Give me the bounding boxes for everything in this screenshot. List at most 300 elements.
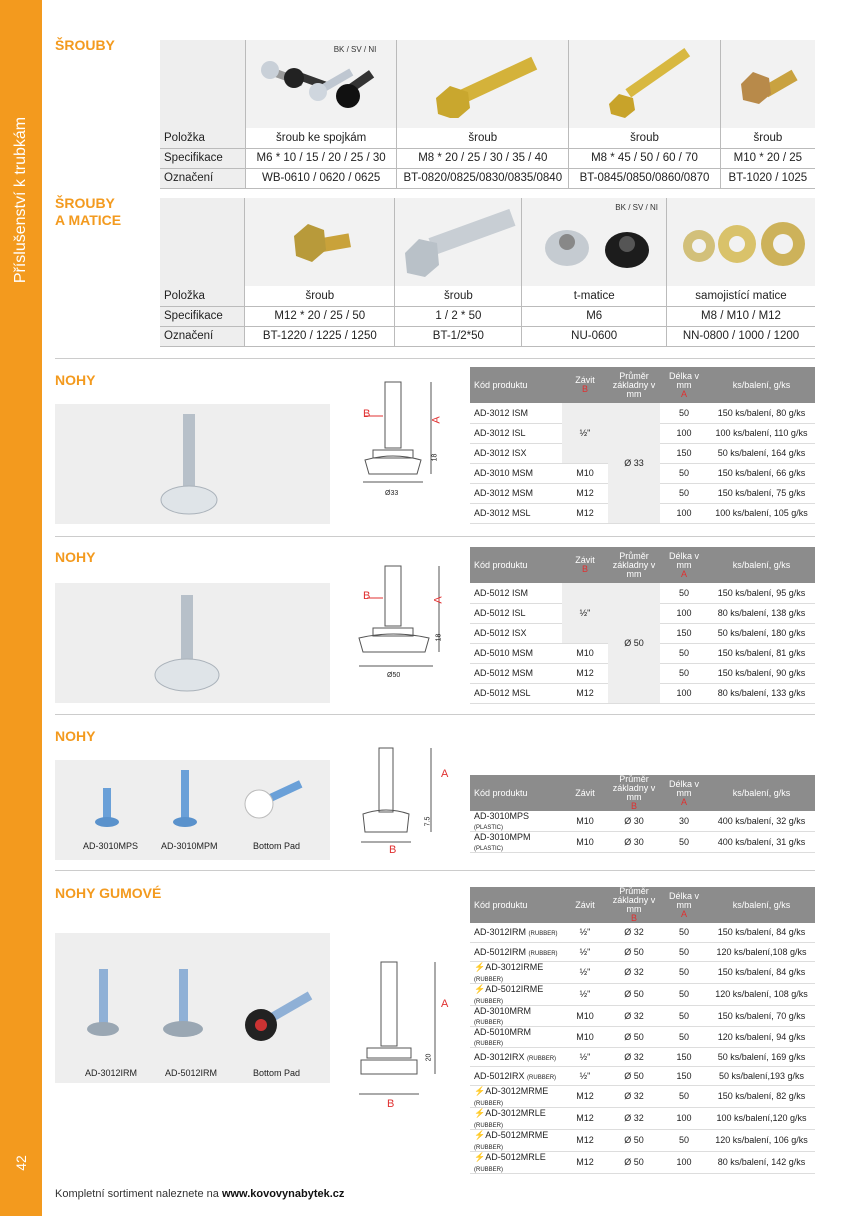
cell-len: 50 bbox=[660, 1005, 708, 1026]
cell-thread: M12 bbox=[562, 683, 608, 703]
cell-thread: ½" bbox=[562, 923, 608, 942]
nohy1-table bbox=[470, 367, 815, 524]
cell-thread: M10 bbox=[562, 1026, 608, 1047]
cell-code bbox=[470, 942, 562, 961]
cell-thread: M10 bbox=[562, 1005, 608, 1026]
cell-pack: 120 ks/balení, 94 g/ks bbox=[708, 1026, 815, 1047]
leveling-foot-image bbox=[55, 404, 330, 524]
col-len-label: Délka v mm bbox=[668, 370, 699, 390]
cell-code: AD-3012 MSM bbox=[470, 483, 562, 503]
cell-thread: M10 bbox=[562, 811, 608, 832]
product-image-cell bbox=[245, 198, 395, 286]
col-thread-label: Závit bbox=[575, 375, 595, 385]
table-row bbox=[470, 1085, 815, 1107]
cell-pack: 400 ks/balení, 32 g/ks bbox=[708, 811, 815, 832]
material-tag: (RUBBER) bbox=[474, 1019, 504, 1026]
material-tag: (PLASTIC) bbox=[474, 825, 504, 831]
section-title-line2: A MATICE bbox=[55, 212, 122, 228]
cell-pack: 100 ks/balení,120 g/ks bbox=[708, 1107, 815, 1129]
cell-thread: ½" bbox=[562, 583, 608, 643]
label-b: B bbox=[387, 1098, 395, 1110]
code-text: AD-3010MRM bbox=[474, 1005, 532, 1016]
col-len bbox=[660, 367, 708, 403]
section-title-nohy-gumove: NOHY GUMOVÉ bbox=[55, 885, 162, 901]
cell-code bbox=[470, 961, 562, 983]
cell-dia: Ø 32 bbox=[608, 1005, 660, 1026]
code-text: AD-5010MRM bbox=[474, 1026, 532, 1037]
color-note: BK / SV / NI bbox=[333, 45, 377, 54]
divider bbox=[55, 358, 815, 359]
cell-len: 100 bbox=[660, 423, 708, 443]
cell-code bbox=[470, 832, 562, 853]
col-len-label: Délka v mm bbox=[668, 890, 699, 910]
dimension-drawing bbox=[355, 740, 460, 860]
cell-len: 100 bbox=[660, 603, 708, 623]
cell-code bbox=[470, 923, 562, 942]
flash-icon: ⚡ bbox=[474, 961, 486, 972]
cell-thread: M10 bbox=[562, 643, 608, 663]
cell-len: 50 bbox=[660, 663, 708, 683]
m12-bolt-image bbox=[280, 206, 360, 276]
cell-pack: 120 ks/balení, 108 g/ks bbox=[708, 983, 815, 1005]
cell-code bbox=[470, 983, 562, 1005]
table-row bbox=[470, 1047, 815, 1066]
code-text: AD-3012IRX bbox=[474, 1051, 525, 1062]
product-image-cell bbox=[720, 40, 815, 128]
cell-len: 150 bbox=[660, 443, 708, 463]
sidebar-title: Příslušenství k trubkám bbox=[12, 116, 29, 284]
table-row bbox=[470, 961, 815, 983]
flash-icon: ⚡ bbox=[474, 983, 486, 994]
divider bbox=[55, 714, 815, 715]
table-row bbox=[470, 1026, 815, 1047]
cell-code: AD-5012 ISL bbox=[470, 603, 562, 623]
cell-spec: M6 bbox=[522, 306, 667, 326]
cell-code bbox=[470, 1066, 562, 1085]
product-photo bbox=[55, 404, 330, 524]
cell-item: šroub bbox=[245, 286, 395, 306]
color-note: BK / SV / NI bbox=[615, 203, 658, 212]
code-text: AD-5012MRME bbox=[485, 1129, 549, 1140]
material-tag: (RUBBER) bbox=[474, 1144, 504, 1151]
cell-dia: Ø 50 bbox=[608, 1066, 660, 1085]
material-tag: (RUBBER) bbox=[528, 931, 558, 938]
long-bolt-image bbox=[589, 48, 699, 118]
col-dia-label: Průměr základny v mm bbox=[612, 886, 656, 914]
material-tag: (RUBBER) bbox=[474, 1100, 504, 1107]
label-b: B bbox=[389, 844, 397, 856]
cell-spec: M6 * 10 / 15 / 20 / 25 / 30 bbox=[245, 148, 397, 168]
row-label: Položka bbox=[160, 286, 245, 306]
col-pack: ks/balení, g/ks bbox=[708, 887, 815, 923]
table-row bbox=[470, 983, 815, 1005]
key-a: A bbox=[680, 796, 687, 807]
cell-pack: 150 ks/balení, 70 g/ks bbox=[708, 1005, 815, 1026]
cell-thread: ½" bbox=[562, 1047, 608, 1066]
product-image-cell bbox=[522, 198, 667, 286]
cell-thread: ½" bbox=[562, 1066, 608, 1085]
table-row bbox=[470, 942, 815, 961]
cell-dia: Ø 32 bbox=[608, 1085, 660, 1107]
dimension-drawing bbox=[355, 378, 460, 513]
cell-pack: 120 ks/balení,108 g/ks bbox=[708, 942, 815, 961]
cell-len: 50 bbox=[660, 463, 708, 483]
cell-code: AD-5012 ISM bbox=[470, 583, 562, 603]
row-label: Specifikace bbox=[160, 148, 245, 168]
key-a: A bbox=[680, 388, 687, 399]
cell-spec: M8 / M10 / M12 bbox=[666, 306, 815, 326]
cell-pack: 150 ks/balení, 81 g/ks bbox=[708, 643, 815, 663]
dimension-drawing bbox=[355, 558, 460, 693]
key-b: B bbox=[581, 564, 588, 574]
image-cell-empty bbox=[160, 40, 245, 128]
dim-height: 20 bbox=[425, 1053, 433, 1062]
label-a: A bbox=[441, 998, 449, 1010]
cell-dia: Ø 30 bbox=[608, 832, 660, 853]
cell-thread: ½" bbox=[562, 983, 608, 1005]
caption: Bottom Pad bbox=[253, 1068, 301, 1078]
cell-pack: 150 ks/balení, 66 g/ks bbox=[708, 463, 815, 483]
cell-pack: 150 ks/balení, 82 g/ks bbox=[708, 1085, 815, 1107]
plastic-feet-image bbox=[55, 760, 330, 835]
cell-code bbox=[470, 1085, 562, 1107]
cell-code bbox=[470, 1026, 562, 1047]
flash-icon: ⚡ bbox=[474, 1085, 486, 1096]
cell-len: 50 bbox=[660, 403, 708, 423]
cell-item: šroub bbox=[397, 128, 569, 148]
code-text: AD-5012MRLE bbox=[485, 1151, 546, 1162]
dimension-drawing bbox=[355, 958, 460, 1113]
label-a: A bbox=[430, 416, 443, 424]
cell-thread: M12 bbox=[562, 1085, 608, 1107]
cell-len: 50 bbox=[660, 1085, 708, 1107]
cell-pack: 100 ks/balení, 110 g/ks bbox=[708, 423, 815, 443]
col-thread bbox=[562, 547, 608, 583]
code-text: AD-5012IRME bbox=[485, 983, 544, 994]
cell-code bbox=[470, 1005, 562, 1026]
cell-dia: Ø 50 bbox=[608, 583, 660, 703]
dim-height: 18 bbox=[431, 453, 439, 462]
cell-code: AD-3012 ISL bbox=[470, 423, 562, 443]
cell-item: šroub bbox=[395, 286, 522, 306]
cell-item: šroub ke spojkám bbox=[245, 128, 397, 148]
cell-len: 50 bbox=[660, 832, 708, 853]
product-image-cell bbox=[397, 40, 569, 128]
code-text: AD-3010MPM bbox=[474, 832, 531, 842]
technical-drawing bbox=[355, 378, 460, 518]
cell-code bbox=[470, 811, 562, 832]
cell-len: 50 bbox=[660, 942, 708, 961]
cell-thread: M12 bbox=[562, 503, 608, 523]
cell-dia: Ø 30 bbox=[608, 811, 660, 832]
material-tag: (RUBBER) bbox=[527, 1074, 557, 1081]
label-b: B bbox=[363, 590, 371, 602]
leveling-foot-image bbox=[55, 583, 330, 703]
cell-spec: M8 * 45 / 50 / 60 / 70 bbox=[569, 148, 721, 168]
section-title-nohy-2: NOHY bbox=[55, 549, 96, 565]
caption: AD-3012IRM bbox=[85, 1068, 138, 1078]
cell-code bbox=[470, 1151, 562, 1173]
material-tag: (RUBBER) bbox=[474, 1040, 504, 1047]
cell-dia: Ø 32 bbox=[608, 1047, 660, 1066]
product-photo bbox=[55, 760, 330, 860]
cell-item: šroub bbox=[569, 128, 721, 148]
dim-diameter: Ø33 bbox=[385, 490, 399, 497]
material-tag: (PLASTIC) bbox=[474, 846, 504, 852]
page-number: 42 bbox=[13, 1155, 29, 1171]
cell-thread: M12 bbox=[562, 1129, 608, 1151]
row-label: Označení bbox=[160, 168, 245, 188]
key-b: B bbox=[630, 801, 637, 811]
half-inch-bolt-image bbox=[399, 203, 517, 279]
product-image-cell bbox=[569, 40, 721, 128]
col-pack: ks/balení, g/ks bbox=[708, 367, 815, 403]
cell-code: AD-5012 MSM bbox=[470, 663, 562, 683]
col-len-label: Délka v mm bbox=[668, 778, 699, 798]
cell-code: WB-0610 / 0620 / 0625 bbox=[245, 168, 397, 188]
col-len bbox=[660, 547, 708, 583]
cell-item: t-matice bbox=[522, 286, 667, 306]
col-dia-label: Průměr základny v mm bbox=[612, 774, 656, 802]
nohy4-table bbox=[470, 887, 815, 1174]
cell-thread: M12 bbox=[562, 1151, 608, 1173]
flash-icon: ⚡ bbox=[474, 1129, 486, 1140]
cell-dia: Ø 32 bbox=[608, 1107, 660, 1129]
cell-code: BT-1/2*50 bbox=[395, 326, 522, 346]
label-b: B bbox=[363, 408, 371, 420]
code-text: AD-3012MRLE bbox=[485, 1107, 546, 1118]
cell-code: BT-0820/0825/0830/0835/0840 bbox=[397, 168, 569, 188]
cell-code: AD-5012 ISX bbox=[470, 623, 562, 643]
col-len bbox=[660, 775, 708, 811]
col-dia bbox=[608, 775, 660, 811]
cell-dia: Ø 50 bbox=[608, 983, 660, 1005]
col-pack: ks/balení, g/ks bbox=[708, 775, 815, 811]
row-label: Specifikace bbox=[160, 306, 245, 326]
sidebar-title-wrap bbox=[0, 0, 42, 1216]
cell-thread: ½" bbox=[562, 961, 608, 983]
col-thread-label: Závit bbox=[575, 555, 595, 565]
divider bbox=[55, 536, 815, 537]
t-nut-image bbox=[529, 206, 659, 276]
cell-code bbox=[470, 1107, 562, 1129]
caption: AD-3010MPM bbox=[161, 841, 218, 851]
cell-thread: ½" bbox=[562, 942, 608, 961]
material-tag: (RUBBER) bbox=[528, 950, 558, 957]
section-title-srouby-matice bbox=[55, 195, 121, 229]
cell-item: šroub bbox=[720, 128, 815, 148]
cell-len: 150 bbox=[660, 623, 708, 643]
cell-dia: Ø 50 bbox=[608, 1026, 660, 1047]
cell-len: 50 bbox=[660, 923, 708, 942]
cell-dia: Ø 50 bbox=[608, 942, 660, 961]
col-len bbox=[660, 887, 708, 923]
cell-pack: 50 ks/balení, 180 g/ks bbox=[708, 623, 815, 643]
section-title-line1: ŠROUBY bbox=[55, 195, 115, 211]
caption: AD-5012IRM bbox=[165, 1068, 218, 1078]
table-row bbox=[470, 1066, 815, 1085]
cell-code bbox=[470, 1129, 562, 1151]
footer-link[interactable]: www.kovovynabytek.cz bbox=[221, 1188, 345, 1200]
material-tag: (RUBBER) bbox=[474, 1122, 504, 1129]
rubber-rows bbox=[470, 923, 815, 1173]
cell-dia: Ø 32 bbox=[608, 961, 660, 983]
cell-len: 50 bbox=[660, 983, 708, 1005]
product-image-cell bbox=[245, 40, 397, 128]
key-b: B bbox=[581, 384, 588, 394]
col-code: Kód produktu bbox=[470, 367, 562, 403]
divider bbox=[55, 870, 815, 871]
technical-drawing bbox=[355, 958, 460, 1118]
cell-len: 50 bbox=[660, 583, 708, 603]
col-dia: Průměr základny v mm bbox=[608, 367, 660, 403]
cell-dia: Ø 50 bbox=[608, 1151, 660, 1173]
cell-code: AD-3012 ISX bbox=[470, 443, 562, 463]
lock-nuts-image bbox=[671, 206, 811, 276]
code-text: AD-3012IRME bbox=[485, 961, 544, 972]
technical-drawing bbox=[355, 558, 460, 698]
col-thread: Závit bbox=[562, 775, 608, 811]
col-thread bbox=[562, 367, 608, 403]
code-text: AD-5012IRM bbox=[474, 946, 527, 957]
cell-pack: 50 ks/balení, 164 g/ks bbox=[708, 443, 815, 463]
label-a: A bbox=[432, 596, 445, 604]
dim-diameter: Ø50 bbox=[387, 672, 401, 679]
material-tag: (RUBBER) bbox=[474, 998, 504, 1005]
cell-pack: 80 ks/balení, 133 g/ks bbox=[708, 683, 815, 703]
cell-len: 50 bbox=[660, 1129, 708, 1151]
cell-spec: 1 / 2 * 50 bbox=[395, 306, 522, 326]
dim-height: 18 bbox=[435, 633, 443, 642]
cell-code: AD-3012 ISM bbox=[470, 403, 562, 423]
nohy2-table bbox=[470, 547, 815, 704]
cell-pack: 50 ks/balení,193 g/ks bbox=[708, 1066, 815, 1085]
footer bbox=[55, 1188, 344, 1200]
table-row bbox=[470, 1107, 815, 1129]
table-row bbox=[470, 1005, 815, 1026]
table-row bbox=[470, 1129, 815, 1151]
short-bolt-image bbox=[733, 48, 803, 118]
cell-thread: M12 bbox=[562, 1107, 608, 1129]
image-cell-empty bbox=[160, 198, 245, 286]
cell-code: BT-1220 / 1225 / 1250 bbox=[245, 326, 395, 346]
cell-code: AD-3012 MSL bbox=[470, 503, 562, 523]
cell-dia: Ø 50 bbox=[608, 1129, 660, 1151]
material-tag: (RUBBER) bbox=[527, 1055, 557, 1062]
cell-code: AD-5012 MSL bbox=[470, 683, 562, 703]
screws-table bbox=[160, 40, 815, 189]
cell-pack: 120 ks/balení, 106 g/ks bbox=[708, 1129, 815, 1151]
label-a: A bbox=[441, 768, 449, 780]
dim-height: 7.5 bbox=[424, 816, 432, 827]
col-dia bbox=[608, 887, 660, 923]
row-label: Položka bbox=[160, 128, 245, 148]
cell-pack: 400 ks/balení, 31 g/ks bbox=[708, 832, 815, 853]
table-row bbox=[470, 1151, 815, 1173]
cell-thread: M12 bbox=[562, 483, 608, 503]
cell-len: 100 bbox=[660, 683, 708, 703]
key-b: B bbox=[630, 913, 637, 923]
table-row bbox=[470, 923, 815, 942]
cell-pack: 150 ks/balení, 84 g/ks bbox=[708, 961, 815, 983]
caption: Bottom Pad bbox=[253, 841, 301, 851]
cell-pack: 150 ks/balení, 80 g/ks bbox=[708, 403, 815, 423]
product-photo bbox=[55, 583, 330, 703]
cell-len: 50 bbox=[660, 483, 708, 503]
cell-len: 30 bbox=[660, 811, 708, 832]
cell-pack: 150 ks/balení, 84 g/ks bbox=[708, 923, 815, 942]
code-text: AD-3010MPS bbox=[474, 811, 530, 821]
cell-code bbox=[470, 1047, 562, 1066]
flash-icon: ⚡ bbox=[474, 1107, 486, 1118]
col-code: Kód produktu bbox=[470, 887, 562, 923]
cell-code: AD-5010 MSM bbox=[470, 643, 562, 663]
bolt-image bbox=[428, 48, 538, 118]
cell-item: samojistící matice bbox=[666, 286, 815, 306]
cell-pack: 150 ks/balení, 90 g/ks bbox=[708, 663, 815, 683]
cell-dia: Ø 33 bbox=[608, 403, 660, 523]
product-image-cell bbox=[395, 198, 522, 286]
cell-code: BT-1020 / 1025 bbox=[720, 168, 815, 188]
code-text: AD-3012MRME bbox=[485, 1085, 549, 1096]
col-code: Kód produktu bbox=[470, 775, 562, 811]
cell-len: 50 bbox=[660, 1026, 708, 1047]
material-tag: (RUBBER) bbox=[474, 976, 504, 983]
cell-code: NN-0800 / 1000 / 1200 bbox=[666, 326, 815, 346]
cell-code: NU-0600 bbox=[522, 326, 667, 346]
cell-len: 50 bbox=[660, 961, 708, 983]
col-dia: Průměr základny v mm bbox=[608, 547, 660, 583]
cell-code: BT-0845/0850/0860/0870 bbox=[569, 168, 721, 188]
footer-text: Kompletní sortiment naleznete na bbox=[55, 1188, 222, 1200]
cell-pack: 100 ks/balení, 105 g/ks bbox=[708, 503, 815, 523]
cell-len: 50 bbox=[660, 643, 708, 663]
cell-pack: 150 ks/balení, 95 g/ks bbox=[708, 583, 815, 603]
col-pack: ks/balení, g/ks bbox=[708, 547, 815, 583]
code-text: AD-3012IRM bbox=[474, 927, 527, 938]
cell-thread: M12 bbox=[562, 663, 608, 683]
cell-pack: 150 ks/balení, 75 g/ks bbox=[708, 483, 815, 503]
cell-thread: M10 bbox=[562, 463, 608, 483]
screws-nuts-table bbox=[160, 198, 815, 347]
cell-len: 100 bbox=[660, 503, 708, 523]
cell-pack: 80 ks/balení, 142 g/ks bbox=[708, 1151, 815, 1173]
section-title-srouby: ŠROUBY bbox=[55, 37, 115, 53]
cell-dia: Ø 32 bbox=[608, 923, 660, 942]
cell-thread: M10 bbox=[562, 832, 608, 853]
technical-drawing bbox=[355, 740, 460, 865]
cell-len: 150 bbox=[660, 1047, 708, 1066]
cell-thread: ½" bbox=[562, 403, 608, 463]
cell-len: 100 bbox=[660, 1151, 708, 1173]
code-text: AD-5012IRX bbox=[474, 1070, 525, 1081]
key-a: A bbox=[680, 568, 687, 579]
col-thread: Závit bbox=[562, 887, 608, 923]
nohy3-table bbox=[470, 775, 815, 853]
cell-code: AD-3010 MSM bbox=[470, 463, 562, 483]
cell-spec: M10 * 20 / 25 bbox=[720, 148, 815, 168]
section-title-nohy-1: NOHY bbox=[55, 372, 96, 388]
key-a: A bbox=[680, 908, 687, 919]
col-len-label: Délka v mm bbox=[668, 550, 699, 570]
rubber-feet-image bbox=[55, 933, 330, 1053]
product-photo bbox=[55, 933, 330, 1083]
cell-spec: M8 * 20 / 25 / 30 / 35 / 40 bbox=[397, 148, 569, 168]
socket-screws-image bbox=[256, 48, 386, 118]
caption: AD-3010MPS bbox=[83, 841, 139, 851]
flash-icon: ⚡ bbox=[474, 1151, 486, 1162]
col-code: Kód produktu bbox=[470, 547, 562, 583]
